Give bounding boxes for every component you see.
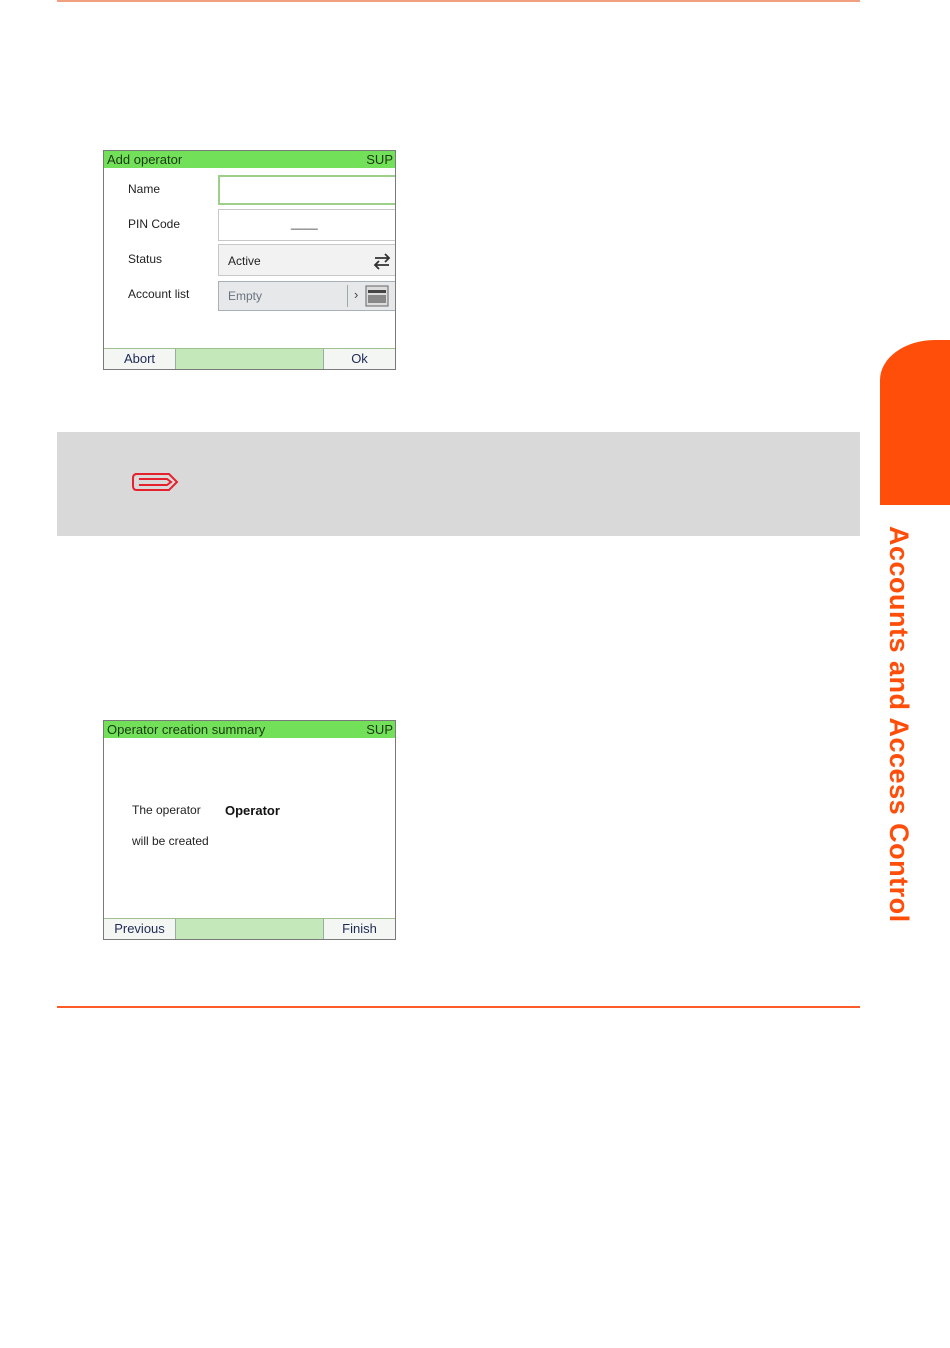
ok-button[interactable]: Ok: [323, 349, 395, 369]
chevron-right-icon: ›: [354, 287, 359, 302]
name-label: Name: [128, 182, 161, 196]
screen-title: Add operator: [107, 152, 183, 167]
status-value: Active: [228, 254, 261, 268]
list-icon: [365, 285, 389, 307]
previous-button[interactable]: Previous: [104, 919, 176, 939]
abort-button[interactable]: Abort: [104, 349, 176, 369]
screen-footer: [104, 348, 395, 369]
chapter-title: Accounts and Access Control: [884, 526, 914, 923]
operator-name: Operator: [225, 803, 280, 818]
summary-line-prefix: The operator: [132, 803, 201, 817]
account-list-value: Empty: [228, 289, 263, 303]
account-list-label: Account list: [128, 287, 190, 301]
paperclip-note-icon: [131, 470, 183, 494]
status-label: Status: [128, 252, 163, 266]
pin-code-label: PIN Code: [128, 217, 181, 231]
separator: [347, 285, 348, 307]
finish-button[interactable]: Finish: [323, 919, 395, 939]
chapter-tab: [880, 340, 950, 505]
screen-title: Operator creation summary: [107, 722, 266, 737]
role-badge: SUP: [366, 722, 393, 737]
pin-code-value: ____: [291, 216, 318, 230]
status-toggle[interactable]: [218, 244, 396, 276]
section-divider: [57, 1006, 860, 1008]
swap-arrows-icon: [371, 251, 393, 271]
account-list-selector[interactable]: [218, 281, 396, 311]
summary-line-2: will be created: [132, 834, 209, 848]
name-input[interactable]: [218, 175, 396, 205]
screen-titlebar: [104, 151, 395, 168]
top-rule: [57, 0, 860, 2]
screen-footer: [104, 918, 395, 939]
note-box: [57, 432, 860, 536]
operator-summary-screen: [103, 720, 396, 940]
pin-code-input[interactable]: [218, 209, 396, 241]
screen-titlebar: [104, 721, 395, 738]
role-badge: SUP: [366, 152, 393, 167]
add-operator-screen: [103, 150, 396, 370]
